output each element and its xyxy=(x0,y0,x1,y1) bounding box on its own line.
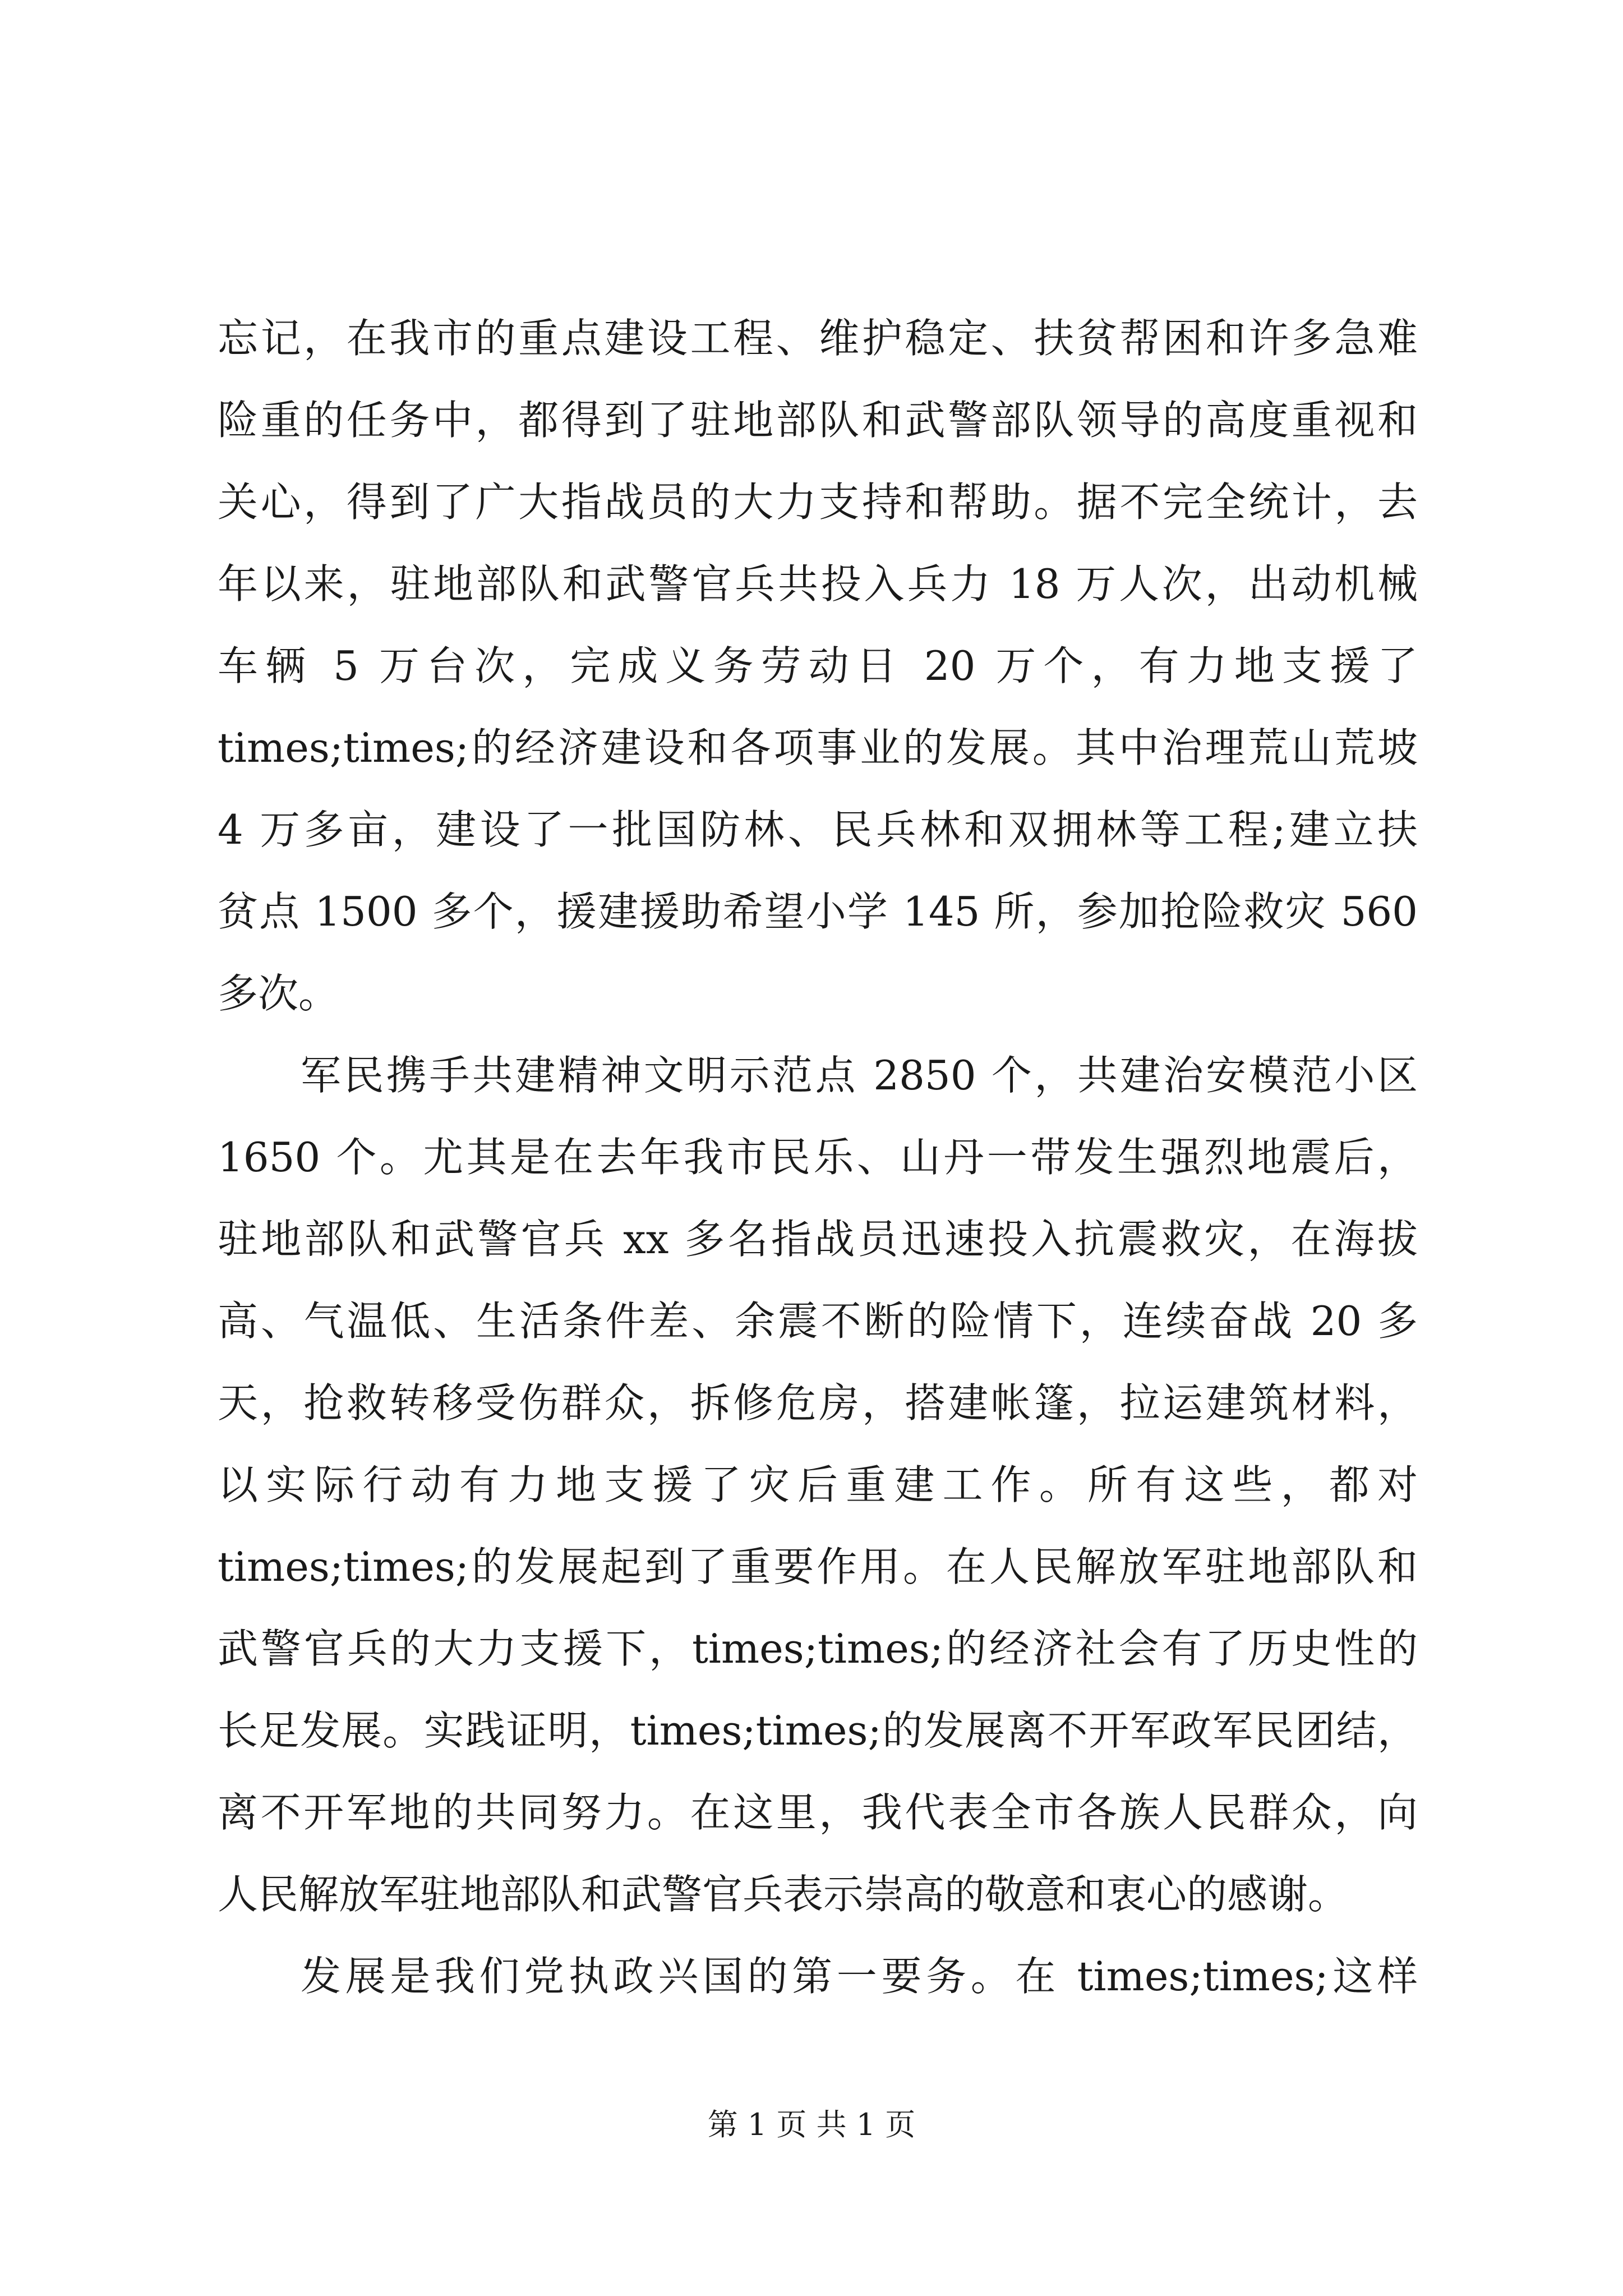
text-line: 人民解放军驻地部队和武警官兵表示崇高的敬意和衷心的感谢。 xyxy=(218,1871,1349,1918)
text-line: 1650 个。尤其是在去年我市民乐、山丹一带发生强烈地震后， xyxy=(218,1134,1418,1181)
text-line: 驻地部队和武警官兵 xx 多名指战员迅速投入抗震救灾，在海拔 xyxy=(218,1216,1418,1263)
text-line: 长足发展。实践证明，times;times;的发展离不开军政军民团结， xyxy=(218,1707,1418,1754)
text-line: 以实际行动有力地支援了灾后重建工作。所有这些，都对 xyxy=(218,1461,1418,1508)
text-line: 贫点 1500 多个，援建援助希望小学 145 所，参加抢险救灾 560 xyxy=(218,888,1418,935)
text-line: 4 万多亩，建设了一批国防林、民兵林和双拥林等工程;建立扶 xyxy=(218,806,1418,853)
text-line: 年以来，驻地部队和武警官兵共投入兵力 18 万人次，出动机械 xyxy=(218,560,1418,608)
text-line: 关心，得到了广大指战员的大力支持和帮助。据不完全统计，去 xyxy=(218,478,1418,526)
text-line: 天，抢救转移受伤群众，拆修危房，搭建帐篷，拉运建筑材料， xyxy=(218,1379,1418,1427)
text-line: times;times;的发展起到了重要作用。在人民解放军驻地部队和 xyxy=(218,1543,1418,1590)
page-number-label: 第 1 页 共 1 页 xyxy=(707,2107,916,2142)
paragraph-3 xyxy=(218,1935,1418,2017)
body-text xyxy=(218,297,1418,2017)
text-line: 忘记，在我市的重点建设工程、维护稳定、扶贫帮困和许多急难 xyxy=(218,315,1418,362)
text-line: 高、气温低、生活条件差、余震不断的险情下，连续奋战 20 多 xyxy=(218,1297,1418,1345)
text-line: 多次。 xyxy=(218,970,339,1017)
text-line: 险重的任务中，都得到了驻地部队和武警部队领导的高度重视和 xyxy=(218,397,1418,444)
text-line: 车辆 5 万台次，完成义务劳动日 20 万个，有力地支援了 xyxy=(218,642,1418,689)
text-line: 发展是我们党执政兴国的第一要务。在 times;times;这样 xyxy=(301,1953,1418,2000)
paragraph-1 xyxy=(218,297,1418,1034)
text-line: 军民携手共建精神文明示范点 2850 个，共建治安模范小区 xyxy=(301,1052,1418,1099)
text-line: 离不开军地的共同努力。在这里，我代表全市各族人民群众，向 xyxy=(218,1789,1418,1836)
text-line: 武警官兵的大力支援下，times;times;的经济社会有了历史性的 xyxy=(218,1625,1418,1672)
paragraph-2 xyxy=(218,1034,1418,1935)
page-footer xyxy=(0,2101,1623,2144)
text-line: times;times;的经济建设和各项事业的发展。其中治理荒山荒坡 xyxy=(218,724,1418,771)
